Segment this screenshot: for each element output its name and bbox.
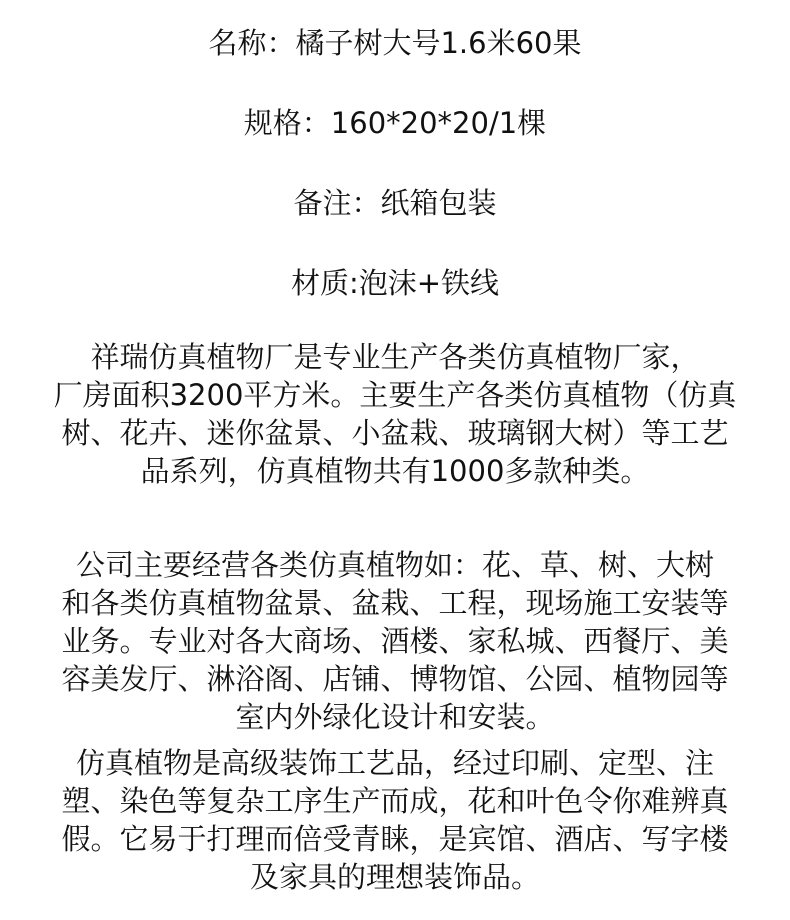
product-size: 规格：160*20*20/1棵 [243,106,547,140]
paragraph-line: 品系列，仿真植物共有1000多款种类。 [140,454,650,488]
paragraph-line: 公司主要经营各类仿真植物如：花、草、树、大树 [75,548,714,582]
paragraph-line: 业务。专业对各大商场、酒楼、家私城、西餐厅、美 [61,624,729,658]
product-name: 名称：橘子树大号1.6米60果 [208,26,582,60]
paragraph-line: 祥瑞仿真植物厂是专业生产各类仿真植物厂家， [90,340,700,374]
paragraph-line: 树、花卉、迷你盆景、小盆栽、玻璃钢大树）等工艺 [61,416,729,450]
paragraph-line: 仿真植物是高级装饰工艺品，经过印刷、定型、注 [75,746,714,780]
product-features-paragraph [20,744,770,896]
product-packaging-note: 备注：纸箱包装 [293,186,497,220]
paragraph-line: 容美发厅、淋浴阁、店铺、博物馆、公园、植物园等 [61,662,729,696]
product-material: 材质:泡沫+铁线 [290,266,500,300]
paragraph-line: 塑、染色等复杂工序生产而成，花和叶色令你难辨真 [61,784,729,818]
paragraph-line: 和各类仿真植物盆景、盆栽、工程，现场施工安装等 [61,586,729,620]
paragraph-line: 假。它易于打理而倍受青睐，是宾馆、酒店、写字楼 [61,822,729,856]
paragraph-line: 厂房面积3200平方米。主要生产各类仿真植物（仿真 [53,378,737,412]
paragraph-line: 及家具的理想装饰品。 [249,860,540,894]
business-scope-paragraph [20,546,770,736]
company-intro-paragraph [20,338,770,490]
paragraph-line: 室内外绿化设计和安装。 [235,700,555,734]
